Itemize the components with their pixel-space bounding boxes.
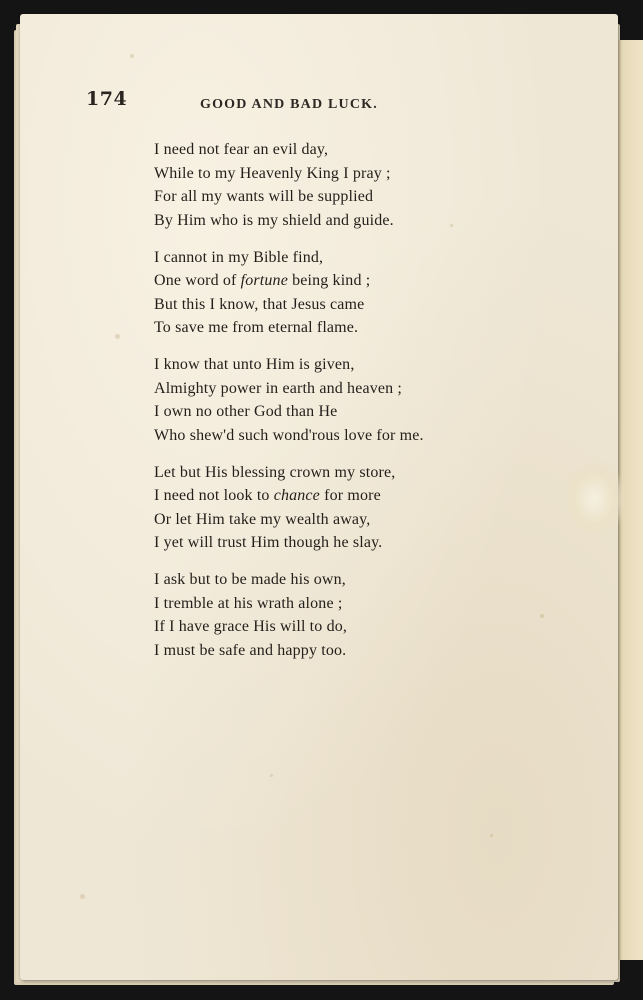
foxing-spot: [540, 614, 544, 618]
poem-line: Who shew'd such wond'rous love for me.: [154, 426, 424, 444]
poem-line: I need not fear an evil day,: [154, 141, 329, 158]
page-number: 174: [86, 88, 128, 110]
foxing-spot: [80, 894, 85, 899]
foxing-spot: [115, 334, 120, 339]
poem-line: Let but His blessing crown my store,: [154, 463, 396, 481]
poem-line: To save me from eternal flame.: [154, 319, 359, 336]
poem-line: I must be safe and happy too.: [154, 641, 347, 659]
stanza: [154, 461, 474, 555]
poem-line: But this I know, that Jesus came: [154, 295, 365, 313]
poem-line: While to my Heavenly King I pray ;: [154, 164, 391, 182]
stanza: [154, 353, 474, 447]
paper-tear: [562, 459, 626, 539]
poem-line: One word of fortune being kind ;: [154, 272, 371, 289]
poem-line: I own no other God than He: [154, 403, 338, 420]
poem-line: I know that unto Him is given,: [154, 356, 355, 373]
poem-line: Almighty power in earth and heaven ;: [154, 379, 402, 397]
foxing-spot: [130, 54, 134, 58]
poem-line: I yet will trust Him though he slay.: [154, 534, 383, 551]
running-head: GOOD AND BAD LUCK.: [200, 97, 378, 112]
poem-line: I ask but to be made his own,: [154, 571, 346, 588]
poem-line: By Him who is my shield and guide.: [154, 211, 394, 229]
stanza: [154, 138, 474, 232]
poem-line: If I have grace His will to do,: [154, 618, 348, 635]
foxing-spot: [490, 834, 493, 837]
stanza: [154, 246, 474, 340]
poem-line: Or let Him take my wealth away,: [154, 510, 371, 528]
stanza: [154, 568, 474, 662]
poem: [154, 138, 474, 676]
foxing-spot: [270, 774, 273, 777]
poem-line: I tremble at his wrath alone ;: [154, 594, 343, 612]
poem-line: I cannot in my Bible find,: [154, 248, 324, 266]
poem-line: For all my wants will be supplied: [154, 188, 374, 205]
poem-line: I need not look to chance for more: [154, 487, 381, 504]
